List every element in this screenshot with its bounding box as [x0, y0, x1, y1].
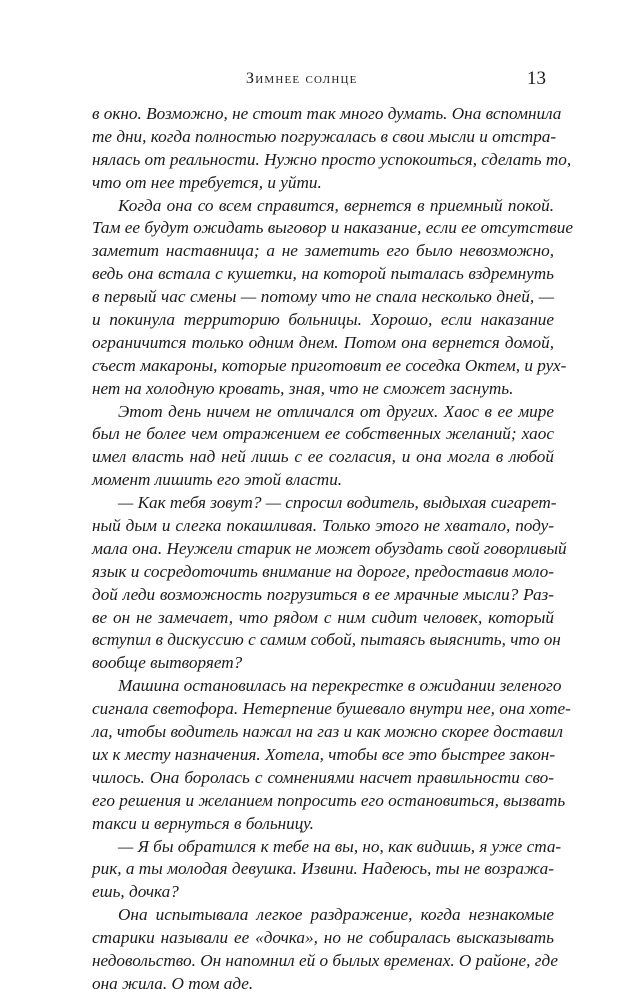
text-line: момент лишить его этой власти. [92, 470, 343, 490]
text-line: его решения и желанием попросить его остановиться, вызвать [92, 790, 566, 810]
text-line: съест макароны, которые приготовит ее соседка Октем, и рух- [92, 355, 567, 375]
text-line: те дни, когда полностью погружалась в свои мысли и отстра- [92, 126, 557, 146]
text-line: их к месту назначения. Хотела, чтобы все это быстрее закон- [92, 744, 556, 764]
text-line: Когда она со всем справится, вернется в приемный покой. [118, 195, 554, 215]
text-line: в окно. Возможно, не стоит так много думать. Она вспомнила [92, 104, 562, 123]
text-line: ла, чтобы водитель нажал на газ и как можно скорее доставил [92, 722, 563, 742]
text-line: и покинула территорию больницы. Хорошо, если наказание [92, 310, 554, 330]
text-line: Машина остановилась на перекрестке в ожидании зеленого [118, 676, 562, 696]
text-line: нет на холодную кровать, зная, что не сможет заснуть. [92, 378, 514, 398]
text-line: был не более чем отражением ее собственных желаний; хаос [92, 424, 554, 444]
text-line: ведь она встала с кушетки, на которой пыталась вздремнуть [92, 264, 554, 284]
body-text [92, 103, 573, 996]
text-line: имел власть над ней лишь с ее согласия, и она могла в любой [92, 447, 554, 467]
text-line: чилось. Она боролась с сомнениями насчет правильности сво- [92, 767, 554, 787]
text-line: ный дым и слегка покашливая. Только этого не хватало, поду- [92, 516, 554, 536]
text-line: она жила. О том аде. [92, 973, 254, 993]
text-line: Она испытывала легкое раздражение, когда незнакомые [118, 905, 554, 925]
page-number: 13 [527, 68, 546, 89]
text-line: в первый час смены — потому что не спала несколько дней, — [92, 287, 554, 307]
text-line: нялась от реальности. Нужно просто успокоиться, сделать то, [92, 149, 572, 169]
text-line: вообще вытворяет? [92, 653, 243, 673]
text-line: дой леди возможность погрузиться в ее мрачные мысли? Раз- [92, 584, 554, 604]
text-line: язык и сосредоточить внимание на дороге, предоставив моло- [92, 561, 554, 581]
text-line: недовольство. Он напомнил ей о былых временах. О районе, где [92, 950, 558, 970]
text-line: рик, а ты молодая девушка. Извини. Надеюсь, ты не возража- [92, 859, 554, 879]
running-head-title: Зимнее солнце [246, 70, 358, 87]
text-line: ешь, дочка? [92, 882, 179, 902]
text-line: Этот день ничем не отличался от других. Хаос в ее мире [118, 401, 554, 421]
running-head [0, 70, 644, 94]
text-line: Там ее будут ожидать выговор и наказание, если ее отсутствие [92, 218, 573, 238]
text-line: ограничится только одним днем. Потом она вернется домой, [92, 332, 554, 352]
text-line: — Я бы обратился к тебе на вы, но, как видишь, я уже ста- [118, 836, 562, 856]
text-line: такси и вернуться в больницу. [92, 813, 314, 833]
text-line: старики называли ее «дочка», но не собиралась высказывать [92, 928, 554, 948]
text-line: — Как тебя зовут? — спросил водитель, выдыхая сигарет- [118, 493, 557, 513]
text-line: мала она. Неужели старик не может обуздать свой говорливый [92, 538, 567, 558]
text-line: вступил в дискуссию с самим собой, пытаясь выяснить, что он [92, 630, 561, 650]
text-line: заметит наставница; а не заметить его было невозможно, [92, 241, 554, 261]
text-line: что от нее требуется, и уйти. [92, 172, 322, 192]
text-line: сигнала светофора. Нетерпение бушевало внутри нее, она хоте- [92, 699, 571, 719]
text-line: ве он не замечает, что рядом с ним сидит человек, который [92, 607, 554, 627]
